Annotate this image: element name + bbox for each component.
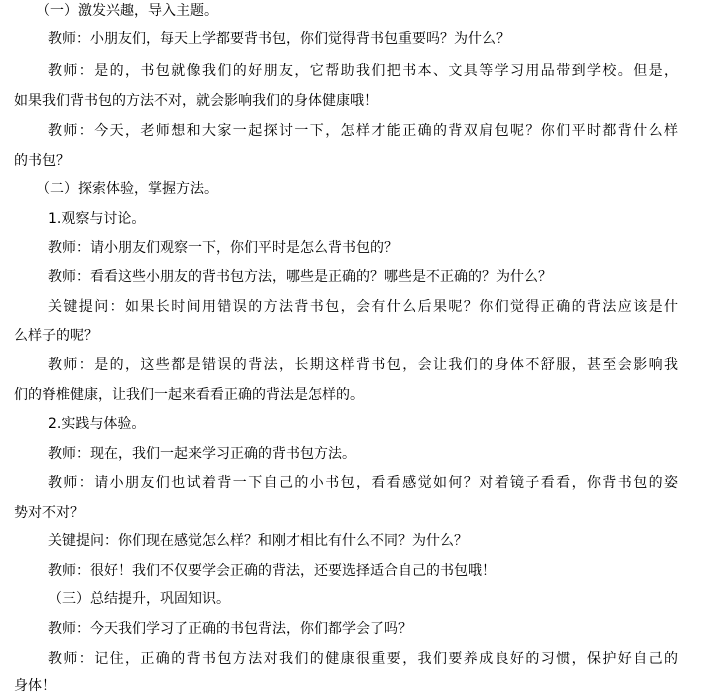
section-heading-3: （三）总结提升，巩固知识。 (48, 591, 230, 607)
section-heading-1: （一）激发兴趣，导入主题。 (36, 3, 218, 19)
subsection-heading-1: 1.观察与讨论。 (48, 211, 146, 227)
paragraph-line: 身体！ (14, 678, 56, 694)
paragraph-line: 们的脊椎健康，让我们一起来看看正确的背法是怎样的。 (14, 387, 364, 403)
paragraph-line: 教师：很好！我们不仅要学会正确的背法，还要选择适合自己的书包哦！ (48, 563, 496, 579)
section-heading-2: （二）探索体验，掌握方法。 (36, 181, 218, 197)
paragraph-line: 教师：是的，书包就像我们的好朋友，它帮助我们把书本、文具等学习用品带到学校。但是， (48, 63, 678, 79)
paragraph-line: 教师：记住，正确的背书包方法对我们的健康很重要，我们要养成良好的习惯，保护好自己的 (48, 651, 678, 667)
paragraph-line: 教师：小朋友们，每天上学都要背书包，你们觉得背书包重要吗？为什么？ (48, 31, 510, 47)
paragraph-line: 如果我们背书包的方法不对，就会影响我们的身体健康哦！ (14, 93, 378, 109)
paragraph-line: 教师：今天，老师想和大家一起探讨一下，怎样才能正确的背双肩包呢？你们平时都背什么样 (48, 123, 678, 139)
paragraph-line: 教师：看看这些小朋友的背书包方法，哪些是正确的？哪些是不正确的？为什么？ (48, 269, 552, 285)
paragraph-line: 教师：请小朋友们观察一下，你们平时是怎么背书包的？ (48, 240, 398, 256)
subsection-heading-2: 2.实践与体验。 (48, 416, 146, 432)
paragraph-line: 关键提问：如果长时间用错误的方法背书包，会有什么后果呢？你们觉得正确的背法应该是什 (48, 299, 678, 315)
paragraph-line: 势对不对？ (14, 505, 84, 521)
paragraph-line: 教师：是的，这些都是错误的背法，长期这样背书包，会让我们的身体不舒服，甚至会影响我 (48, 357, 678, 373)
paragraph-line: 教师：今天我们学习了正确的书包背法，你们都学会了吗？ (48, 621, 412, 637)
paragraph-line: 的书包？ (14, 153, 70, 169)
paragraph-line: 教师：请小朋友们也试着背一下自己的小书包，看看感觉如何？对着镜子看看，你背书包的姿 (48, 475, 678, 491)
paragraph-line: 么样子的呢？ (14, 328, 98, 344)
paragraph-line: 关键提问：你们现在感觉怎么样？和刚才相比有什么不同？为什么？ (48, 533, 468, 549)
paragraph-line: 教师：现在，我们一起来学习正确的背书包方法。 (48, 446, 356, 462)
